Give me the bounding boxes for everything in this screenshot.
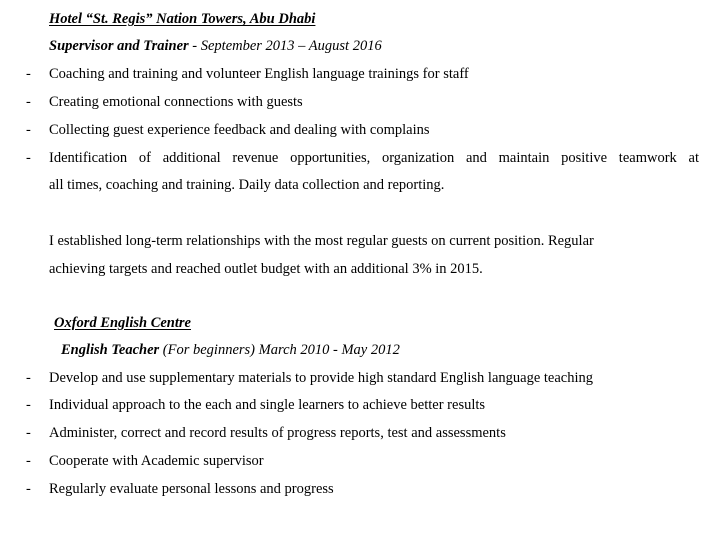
bullet-text: Identification of additional revenue opportunities, organization and maintain positive teamwork at	[49, 150, 699, 166]
bullet-text: Develop and use supplementary materials to provide high standard English language teaching	[49, 370, 593, 386]
bullet-dash: -	[26, 122, 31, 138]
bullet-dash: -	[26, 94, 31, 110]
bullet-text: Coaching and training and volunteer English language trainings for staff	[49, 66, 469, 82]
bullet-text: Cooperate with Academic supervisor	[49, 453, 264, 469]
bullet-text: Administer, correct and record results of progress reports, test and assessments	[49, 425, 506, 441]
bullet-dash: -	[26, 397, 31, 413]
bullet-dash: -	[26, 370, 31, 386]
summary-paragraph-line: I established long-term relationships with the most regular guests on current position. Regular	[49, 233, 594, 249]
role-dates: - September 2013 – August 2016	[188, 38, 382, 54]
summary-paragraph-line: achieving targets and reached outlet budget with an additional 3% in 2015.	[49, 261, 483, 277]
bullet-dash: -	[26, 453, 31, 469]
employer-heading-oxford: Oxford English Centre	[54, 315, 191, 331]
role-dates: (For beginners) March 2010 - May 2012	[159, 342, 400, 358]
bullet-dash: -	[26, 425, 31, 441]
bullet-dash: -	[26, 66, 31, 82]
employer-heading-st-regis: Hotel “St. Regis” Nation Towers, Abu Dhabi	[49, 11, 316, 27]
role-line-supervisor	[49, 39, 382, 54]
bullet-text: Creating emotional connections with guests	[49, 94, 303, 110]
bullet-text: Regularly evaluate personal lessons and progress	[49, 481, 334, 497]
bullet-dash: -	[26, 481, 31, 497]
bullet-text-continuation: all times, coaching and training. Daily data collection and reporting.	[49, 177, 445, 193]
bullet-text: Individual approach to the each and single learners to achieve better results	[49, 397, 486, 413]
bullet-dash: -	[26, 150, 31, 166]
role-title: Supervisor and Trainer	[49, 38, 189, 54]
role-title: English Teacher	[61, 342, 160, 358]
bullet-text: Collecting guest experience feedback and dealing with complains	[49, 122, 430, 138]
role-line-teacher	[61, 343, 400, 358]
